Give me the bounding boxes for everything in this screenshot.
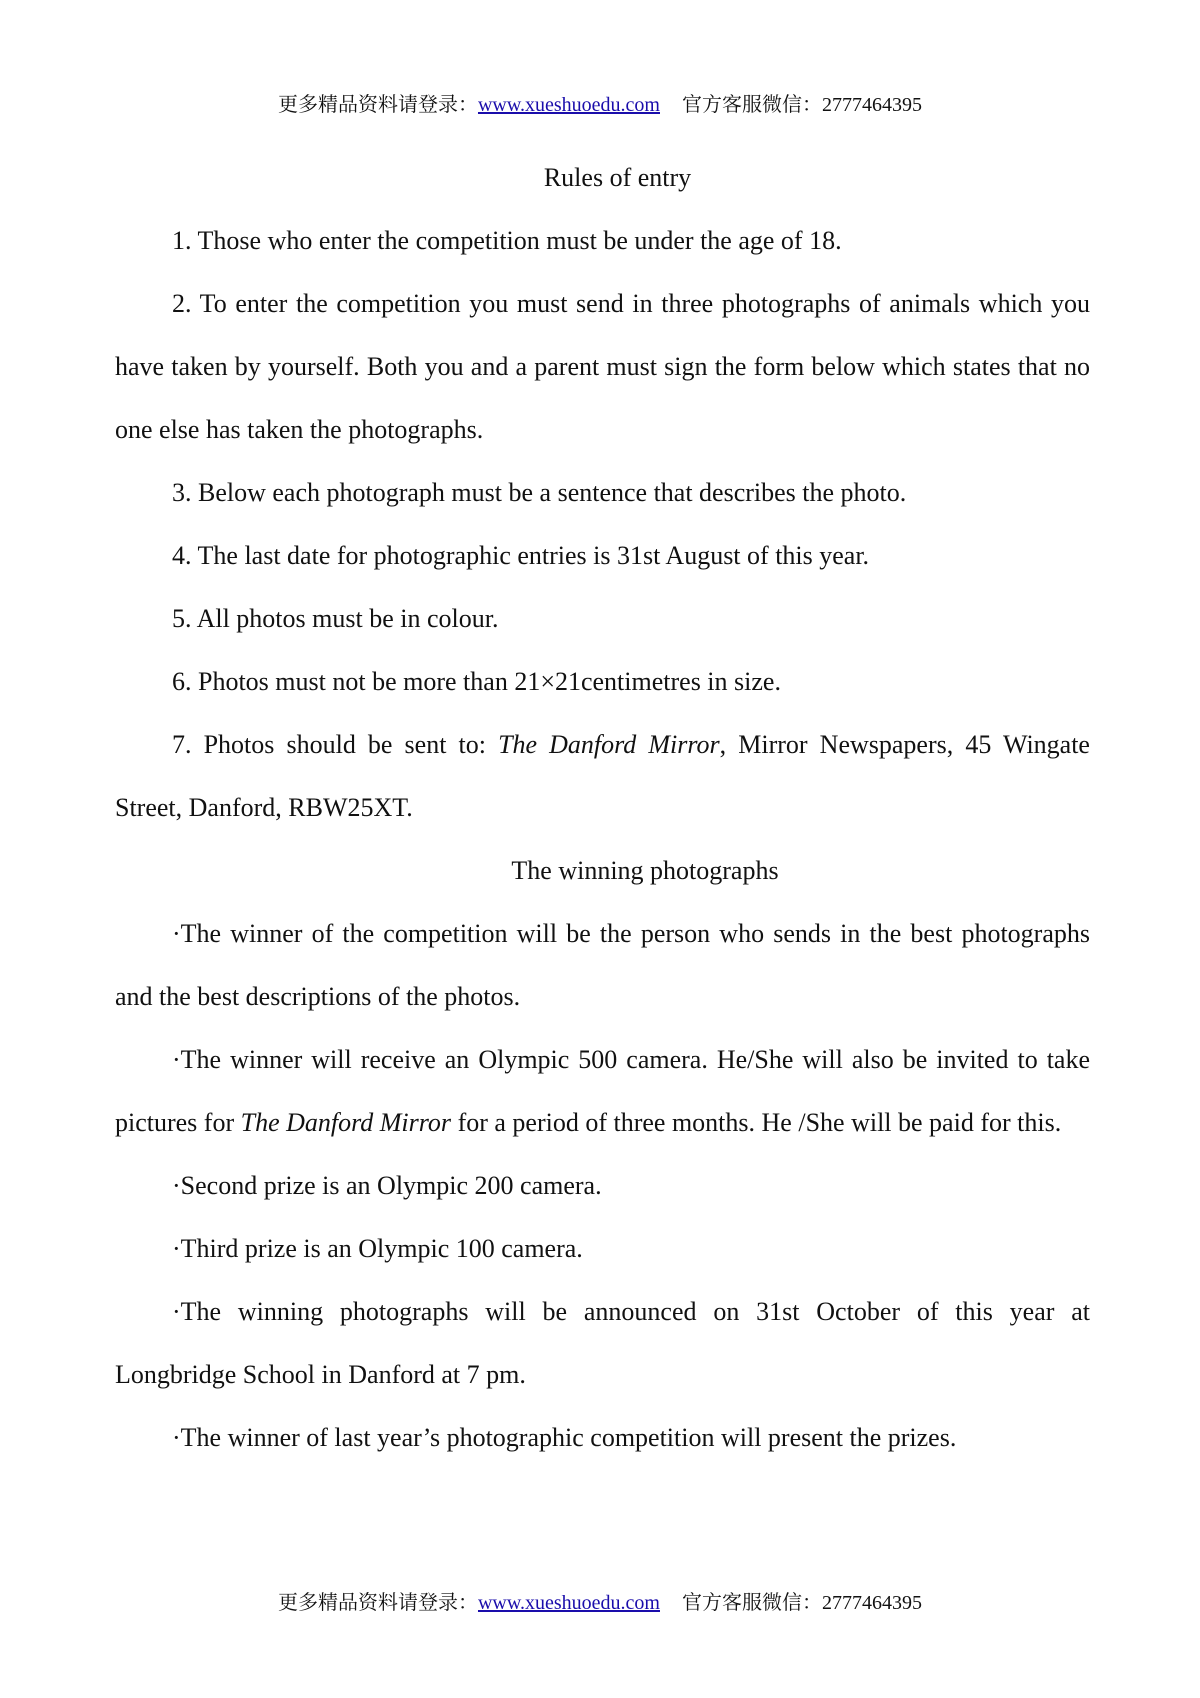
winning-item-4: ·Third prize is an Olympic 100 camera.: [172, 1234, 583, 1263]
winning-item-3: ·Second prize is an Olympic 200 camera.: [172, 1171, 602, 1200]
winning-item-2-text: ·The winner will receive an Olympic 500 camera. He/She will also be invited to take pictures for: [115, 1045, 1090, 1137]
document-body: [115, 146, 1090, 1469]
winning-item-1: ·The winner of the competition will be the person who sends in the best photographs and the best descriptions of the photos.: [115, 919, 1090, 1011]
rule-4: 4. The last date for photographic entries is 31st August of this year.: [172, 541, 870, 570]
rule-7-text: 7. Photos should be sent to:: [172, 730, 499, 759]
rule-7-address: , Mirror Newspapers, 45 Wingate Street, Danford, RBW25XT.: [115, 730, 1090, 822]
rule-3: 3. Below each photograph must be a sentence that describes the photo.: [172, 478, 907, 507]
rule-1: 1. Those who enter the competition must be under the age of 18.: [172, 226, 842, 255]
page-header: [0, 88, 1200, 117]
footer-wechat: 官方客服微信：2777464395: [682, 1592, 922, 1614]
section-title-winning: The winning photographs: [511, 856, 779, 885]
header-prefix: 更多精品资料请登录：: [277, 94, 478, 116]
section-title-rules: Rules of entry: [543, 163, 692, 192]
newspaper-name: The Danford Mirror: [240, 1108, 452, 1137]
winning-item-2: [115, 1028, 1090, 1154]
rule-6: 6. Photos must not be more than 21×21centimetres in size.: [172, 667, 781, 696]
winning-item-6: ·The winner of last year’s photographic competition will present the prizes.: [172, 1423, 957, 1452]
footer-website-link[interactable]: www.xueshuoedu.com: [477, 1592, 660, 1614]
rule-5: 5. All photos must be in colour.: [172, 604, 499, 633]
rule-2: 2. To enter the competition you must send in three photographs of animals which you have taken by yourself. Both you and a parent must sign the form below which states that no one else has taken the photographs.: [115, 289, 1090, 444]
header-website-link[interactable]: www.xueshuoedu.com: [477, 94, 660, 116]
header-wechat: 官方客服微信：2777464395: [682, 94, 922, 116]
page-footer: [0, 1586, 1200, 1615]
winning-item-2-rest: for a period of three months. He /She will be paid for this.: [451, 1108, 1062, 1137]
winning-item-5: ·The winning photographs will be announced on 31st October of this year at Longbridge School in Danford at 7 pm.: [115, 1297, 1090, 1389]
rule-7: [115, 713, 1090, 839]
footer-prefix: 更多精品资料请登录：: [277, 1592, 478, 1614]
newspaper-name: The Danford Mirror: [498, 730, 720, 759]
